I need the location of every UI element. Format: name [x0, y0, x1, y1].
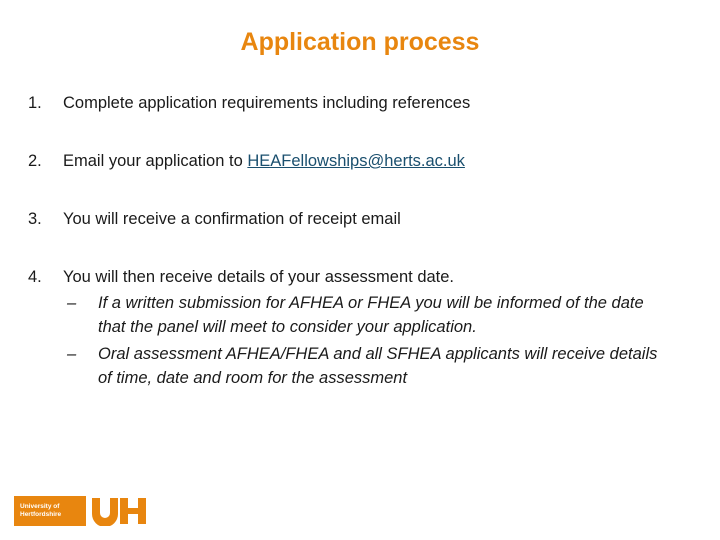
sub-item-text: Oral assessment AFHEA/FHEA and all SFHEA applicants will receive details of time, date and room for the assessment — [98, 345, 658, 387]
university-logo — [14, 496, 148, 526]
email-link[interactable]: HEAFellowships@herts.ac.uk — [247, 152, 465, 170]
step-content — [63, 266, 673, 390]
step-text-prefix: Email your application to — [63, 152, 248, 170]
list-item-step-3 — [28, 208, 401, 230]
step-text: You will receive a confirmation of receipt email — [63, 210, 401, 228]
step-number: 4. — [28, 268, 42, 286]
sub-item-written — [63, 291, 673, 339]
list-item-step-1 — [28, 92, 470, 114]
list-item-step-2 — [28, 150, 465, 172]
logo-line-1: University of — [20, 503, 60, 510]
dash-bullet: – — [67, 294, 77, 312]
logo-line-2: Hertfordshire — [20, 511, 62, 518]
dash-bullet: – — [67, 345, 77, 363]
step-text: You will then receive details of your assessment date. — [63, 268, 455, 286]
step-text: Complete application requirements including references — [63, 94, 471, 112]
uh-monogram-icon — [88, 496, 148, 526]
list-item-step-4 — [28, 266, 673, 390]
step-text — [63, 150, 465, 172]
page-title: Application process — [240, 28, 480, 56]
step-number: 1. — [28, 94, 42, 112]
step-number: 2. — [28, 152, 42, 170]
logo-wordmark-box — [14, 496, 86, 526]
sub-item-text: If a written submission for AFHEA or FHEA you will be informed of the date that the panel will meet to consider your application. — [98, 294, 644, 336]
step-number: 3. — [28, 210, 42, 228]
sub-item-oral — [63, 342, 673, 390]
